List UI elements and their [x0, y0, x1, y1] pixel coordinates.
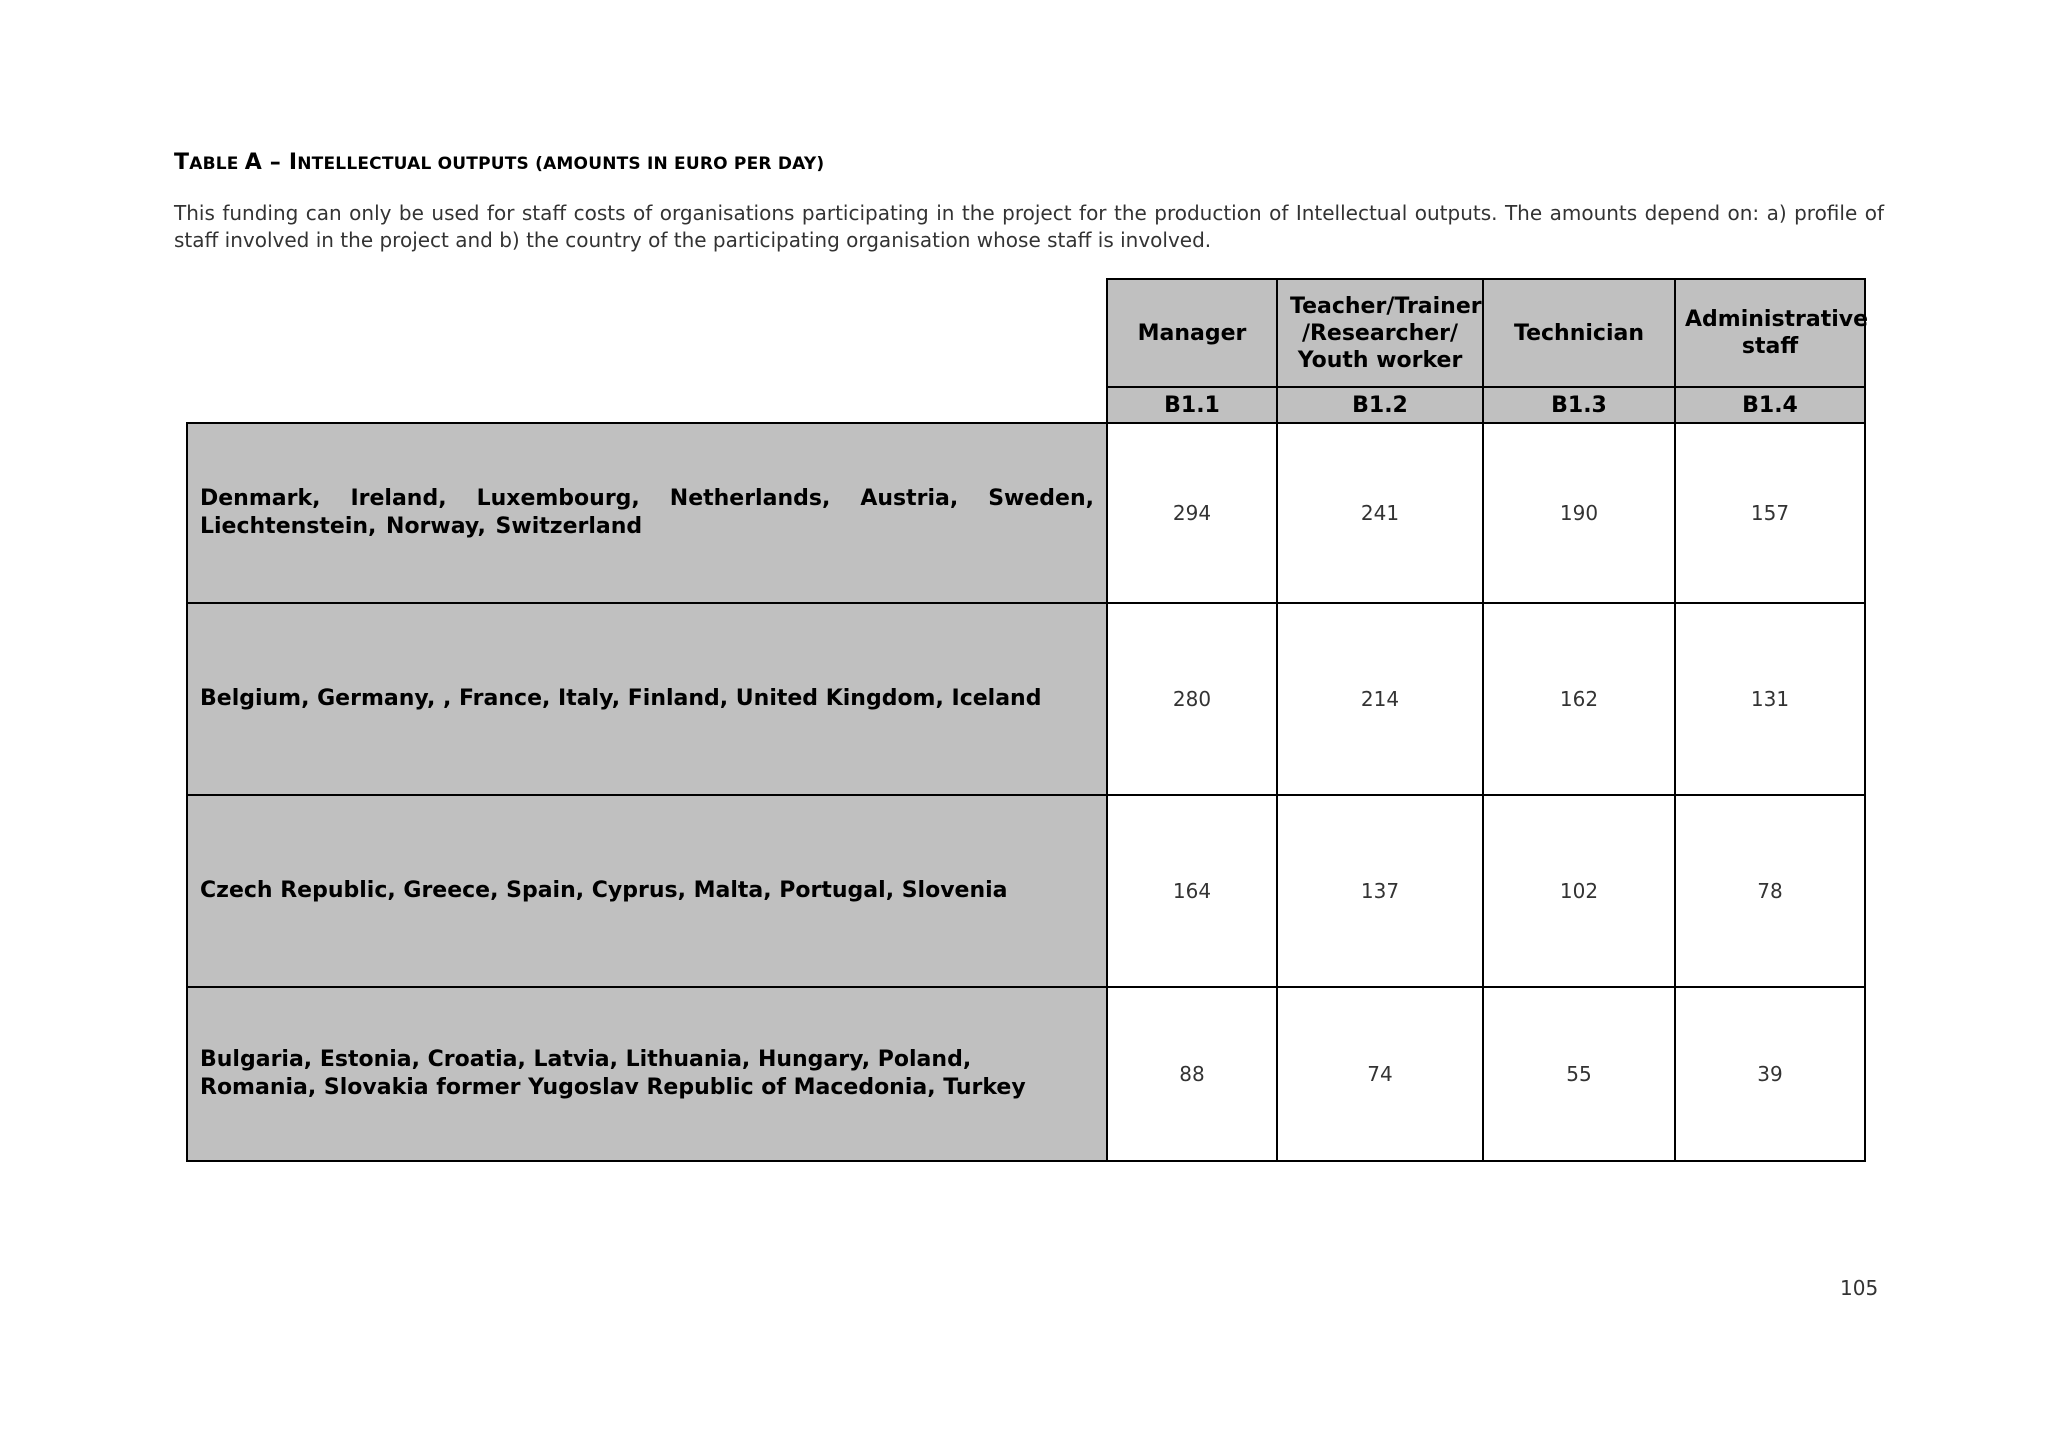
rate-cell: 39: [1674, 986, 1866, 1162]
rate-cell: 131: [1674, 602, 1866, 796]
rate-cell: 190: [1482, 422, 1676, 604]
rate-cell: 78: [1674, 794, 1866, 988]
rate-cell: 157: [1674, 422, 1866, 604]
column-header-manager: Manager: [1106, 278, 1278, 388]
rate-cell: 55: [1482, 986, 1676, 1162]
rate-cell: 162: [1482, 602, 1676, 796]
intro-paragraph: This funding can only be used for staff costs of organisations participating in the project for the production of Intellectual outputs. The amounts depend on: a) profile of staff involved in the project and b) the country of the participating organisation whose staff is involved.: [174, 201, 1884, 252]
column-code-b1-1: B1.1: [1106, 386, 1278, 424]
rate-cell: 164: [1106, 794, 1278, 988]
column-code-b1-4: B1.4: [1674, 386, 1866, 424]
rate-cell: 88: [1106, 986, 1278, 1162]
rate-cell: 74: [1276, 986, 1484, 1162]
country-group-1: Denmark, Ireland, Luxembourg, Netherlands, Austria, Sweden, Liechtenstein, Norway, Switzerland: [186, 422, 1108, 604]
table-heading: TABLE A – INTELLECTUAL OUTPUTS (AMOUNTS IN EURO PER DAY): [174, 150, 825, 175]
rate-cell: 214: [1276, 602, 1484, 796]
country-group-4: Bulgaria, Estonia, Croatia, Latvia, Lithuania, Hungary, Poland, Romania, Slovakia former Yugoslav Republic of Macedonia, Turkey: [186, 986, 1108, 1162]
rate-cell: 280: [1106, 602, 1278, 796]
rate-cell: 294: [1106, 422, 1278, 604]
column-header-technician: Technician: [1482, 278, 1676, 388]
column-header-administrative: Administrative staff: [1674, 278, 1866, 388]
rate-cell: 241: [1276, 422, 1484, 604]
country-group-3: Czech Republic, Greece, Spain, Cyprus, Malta, Portugal, Slovenia: [186, 794, 1108, 988]
country-group-2: Belgium, Germany, , France, Italy, Finland, United Kingdom, Iceland: [186, 602, 1108, 796]
rate-cell: 102: [1482, 794, 1676, 988]
column-code-b1-3: B1.3: [1482, 386, 1676, 424]
column-header-teacher: Teacher/Trainer /Researcher/ Youth worker: [1276, 278, 1484, 388]
page-number: 105: [1840, 1276, 1879, 1300]
column-code-b1-2: B1.2: [1276, 386, 1484, 424]
rate-cell: 137: [1276, 794, 1484, 988]
